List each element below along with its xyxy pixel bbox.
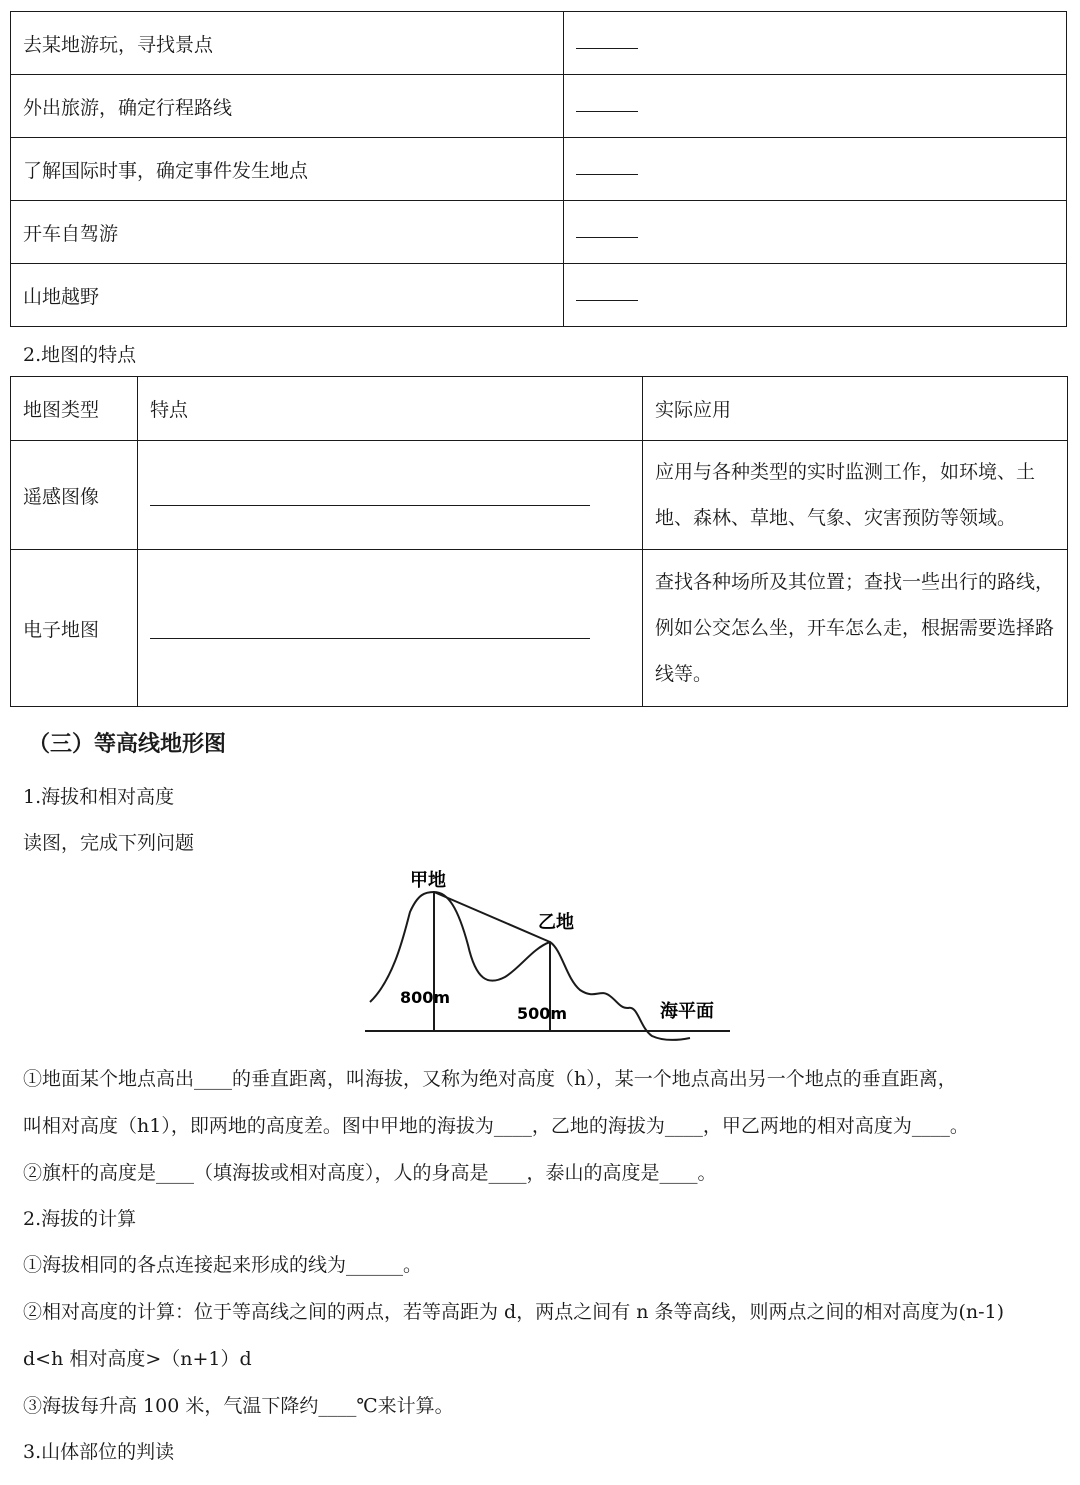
subsection-title-mountain-parts: 3.山体部位的判读: [23, 1441, 175, 1463]
map-selection-table: [10, 11, 1067, 327]
table-cell-application: 应用与各种类型的实时监测工作，如环境、土地、森林、草地、气象、灾害预防等领域。: [643, 441, 1068, 550]
table-header-row: [11, 377, 1068, 441]
table-row: [11, 12, 1067, 75]
table-cell-answer[interactable]: [564, 138, 1067, 201]
question-line: ③海拔每升高 100 米，气温下降约____℃来计算。: [23, 1395, 454, 1417]
table-cell-answer[interactable]: [564, 264, 1067, 327]
feature-blank-line[interactable]: [150, 485, 590, 506]
answer-blank[interactable]: [576, 158, 638, 175]
table-row: [11, 550, 1068, 707]
column-header: 地图类型: [11, 377, 138, 441]
table-cell-feature[interactable]: [138, 441, 643, 550]
label-yi: 乙地: [538, 912, 574, 933]
table-row: [11, 75, 1067, 138]
label-jia: 甲地: [410, 870, 446, 891]
jia-yi-connector: [434, 892, 550, 942]
question-line: ②旗杆的高度是____（填海拔或相对高度），人的身高是____，泰山的高度是____。: [23, 1162, 717, 1184]
table-row: [11, 201, 1067, 264]
label-800m: 800m: [400, 988, 451, 1007]
question-line: d<h 相对高度>（n+1）d: [23, 1348, 252, 1370]
table-row: [11, 138, 1067, 201]
table-cell-scenario: 外出旅游，确定行程路线: [11, 75, 564, 138]
table-cell-scenario: 开车自驾游: [11, 201, 564, 264]
table-row: [11, 441, 1068, 550]
column-header: 实际应用: [643, 377, 1068, 441]
answer-blank[interactable]: [576, 284, 638, 301]
subsection-title-calculation: 2.海拔的计算: [23, 1208, 137, 1230]
table-cell-scenario: 了解国际时事，确定事件发生地点: [11, 138, 564, 201]
section-title-map-features: 2.地图的特点: [23, 344, 137, 366]
table-cell-feature[interactable]: [138, 550, 643, 707]
label-sea-level: 海平面: [660, 1001, 714, 1022]
question-line: ②相对高度的计算：位于等高线之间的两点，若等高距为 d，两点之间有 n 条等高线，则两点之间的相对高度为(n-1): [23, 1301, 1005, 1323]
table-cell-answer[interactable]: [564, 75, 1067, 138]
table-cell-answer[interactable]: [564, 12, 1067, 75]
instruction-text: 读图，完成下列问题: [23, 832, 195, 854]
question-line: ①海拔相同的各点连接起来形成的线为______。: [23, 1254, 423, 1276]
table-cell-scenario: 去某地游玩，寻找景点: [11, 12, 564, 75]
answer-blank[interactable]: [576, 221, 638, 238]
answer-blank[interactable]: [576, 32, 638, 49]
map-features-table: [10, 376, 1068, 707]
feature-blank-line[interactable]: [150, 618, 590, 639]
subsection-title-altitude: 1.海拔和相对高度: [23, 786, 175, 808]
label-500m: 500m: [517, 1004, 568, 1023]
table-cell-scenario: 山地越野: [11, 264, 564, 327]
question-line: ①地面某个地点高出____的垂直距离，叫海拔，又称为绝对高度（h），某一个地点高出另一个地点的垂直距离，: [23, 1068, 957, 1090]
section-heading-contour-map: （三）等高线地形图: [28, 732, 227, 757]
column-header: 特点: [138, 377, 643, 441]
table-cell-answer[interactable]: [564, 201, 1067, 264]
altitude-diagram: [0, 860, 1080, 1050]
table-row: [11, 264, 1067, 327]
table-cell-application: 查找各种场所及其位置；查找一些出行的路线，例如公交怎么坐，开车怎么走，根据需要选择路线等。: [643, 550, 1068, 707]
answer-blank[interactable]: [576, 95, 638, 112]
question-line: 叫相对高度（h1），即两地的高度差。图中甲地的海拔为____，乙地的海拔为____，甲乙两地的相对高度为____。: [23, 1115, 969, 1137]
table-cell-type: 电子地图: [11, 550, 138, 707]
table-cell-type: 遥感图像: [11, 441, 138, 550]
